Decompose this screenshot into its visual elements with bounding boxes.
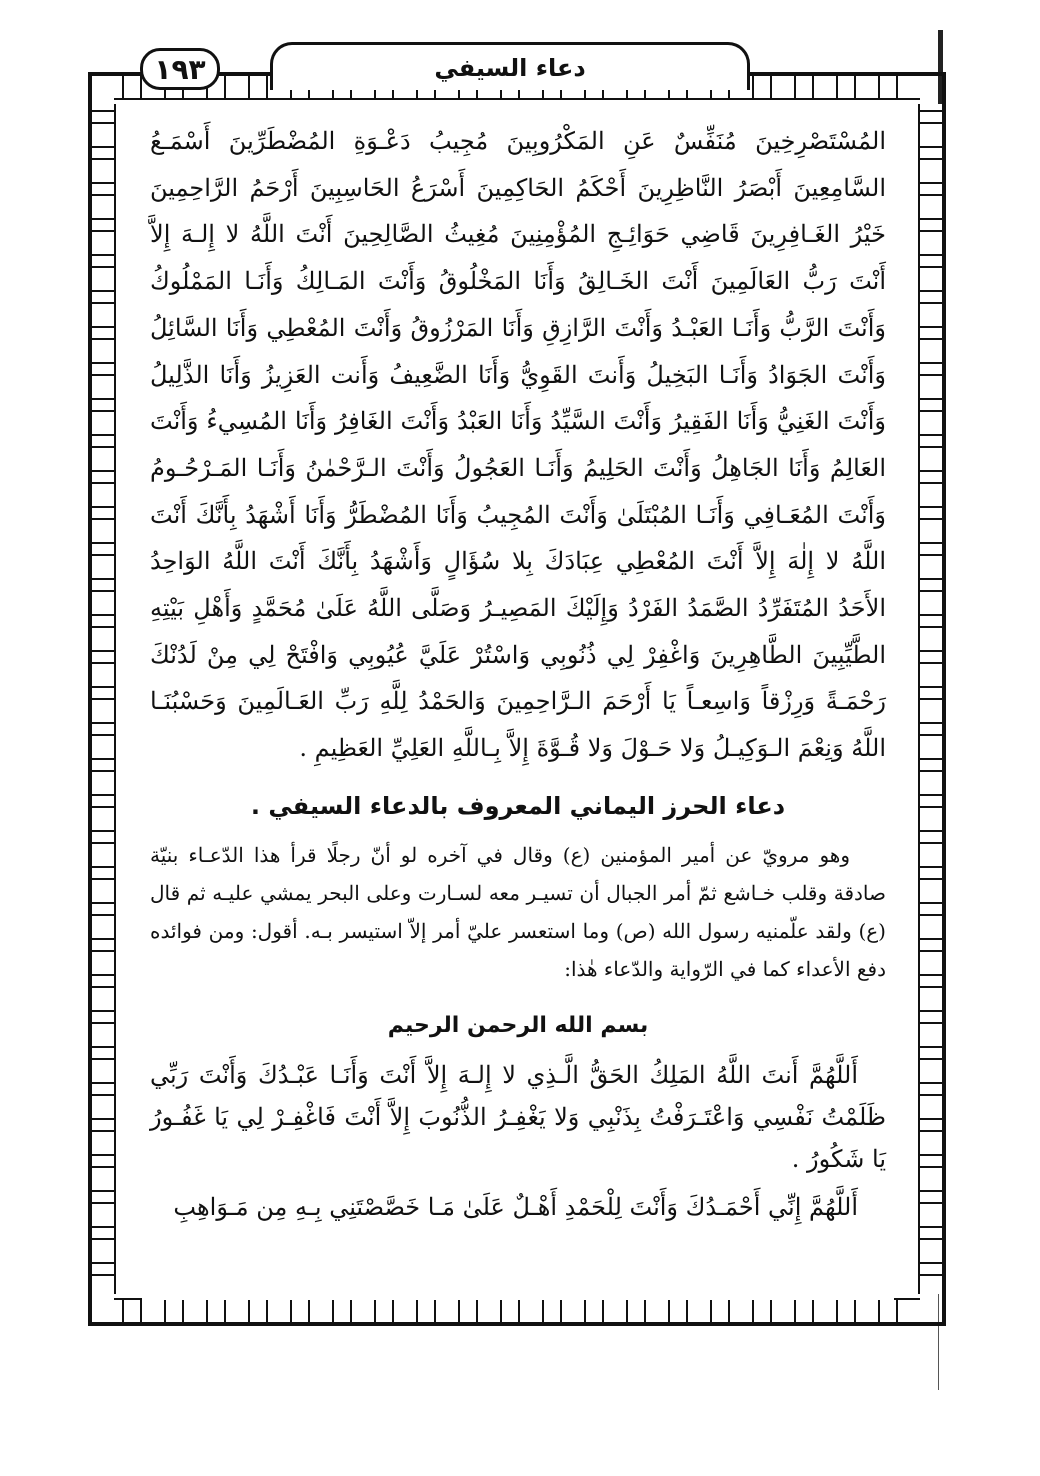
page-title: دعاء السيفي	[270, 42, 750, 90]
frame-right-band	[918, 104, 944, 1294]
frame-left-band	[90, 104, 116, 1294]
dua-paragraph-1: أَللَّهُمَّ أَنتَ اللَّهُ المَلِكُ الحَقُّ الَّـذِي لا إِلـهَ إِلاَّ أَنْتَ وَأَنَـا عَبْـدُكَ وَأَنْتَ رَبِّي ظَلَمْتُ نَفْسِي وَاعْتَـرَفْتُ بِذَنْبِي وَلا يَغْفِـرُ الذُّنُوبَ إِلاَّ أَنْتَ فَاغْفِـرْ لِي يَا غَفُـورُ يَا شَكُورُ .	[150, 1060, 886, 1173]
page-number: ١٩٣	[140, 48, 220, 90]
intro-paragraph: وهو مرويّ عن أمير المؤمنين (ع) وقال في آخره لو أنّ رجلًا قرأ هذا الدّعـاء بنيّة صادقة وقلب خـاشع ثمّ أمر الجبال أن تسيـر معه لسـارت وعلى البحر يمشي عليـه ثم قال (ع) ولقد علّمنيه رسول الله (ص) وما استعسر عليّ أمر إلاّ استيسر بـه. أقول: ومن فوائده دفع الأعداء كما في الرّواية والدّعاء هٰذا:	[150, 842, 886, 981]
dua-paragraph-2: أَللَّهُمَّ إِنِّي أَحْمَـدُكَ وَأَنْتَ لِلْحَمْدِ أَهْـلٌ عَلَىٰ مَـا خَصَّصْتَنِي بِـهِ مِن مَـوَاهِبِ	[173, 1192, 858, 1221]
verse-block: المُسْتَصْرِخِينَ مُنَفِّسٌ عَنِ المَكْرُوبِينَ مُجِيبُ دَعْـوَةِ المُضْطَرِّينَ أَسْمَـعُ السَّامِعِينَ أَبْصَرُ النَّاظِرِينَ أَحْكَمُ الحَاكِمِينَ أَسْرَعُ الحَاسِبِينَ أَرْحَمُ الرَّاحِمِينَ خَيْرُ الغَـافِرِينَ قَاضِي حَوَائِـجِ المُؤْمِنِينَ مُغِيثُ الصَّالِحِينَ أَنْتَ اللَّهُ لا إِلـهَ إِلاَّ أَنْتَ رَبُّ العَالَمِينَ أَنْتَ الخَـالِقُ وَأَنَا المَخْلُوقُ وَأَنْتَ المَـالِكُ وَأَنَـا المَمْلُوكُ وَأَنْتَ الرَّبُّ وَأَنَـا العَبْـدُ وَأَنْتَ الرَّازِقِ وَأَنَا المَرْزُوقُ وَأَنْتَ المُعْطِي وَأَنَا السَّائِلُ وَأَنْتَ الجَوَادُ وَأَنَـا البَخِيلُ وَأَنتَ القَوِيُّ وَأَنَا الضَّعِيفُ وَأَنت العَزِيزُ وَأَنَا الذَّلِيلُ وَأَنْتَ الغَنِيُّ وَأَنَا الفَقِيرُ وَأَنْتَ السَّيِّدُ وَأَنَا العَبْدُ وَأَنْتَ الغَافِرُ وَأَنَا المُسِيءُ وَأَنْتَ العَالِمُ وَأَنَا الجَاهِلُ وَأَنْتَ الحَلِيمُ وَأَنَـا العَجُولُ وَأَنْتَ الـرَّحْمٰنُ وَأَنَـا المَـرْحُـومُ وَأَنْتَ المُعَـافِي وَأَنَـا المُبْتَلَىٰ وَأَنْتَ المُجِيبُ وَأَنَا المُضْطَرُّ وَأَنَا أَشْهَدُ بِأَنَّكَ أَنْتَ اللَّهُ لا إِلٰهَ إِلاَّ أَنْتَ المُعْطِي عِبَادَكَ بِلا سُؤَالٍ وَأَشْهَدُ بِأَنَّكَ أَنْتَ اللَّهُ الوَاحِدُ الأَحَدُ المُتَفَرِّدُ الصَّمَدُ الفَرْدُ وَإِلَيْكَ المَصِيـرُ وَصَلَّى اللَّهُ عَلَىٰ مُحَمَّدٍ وَأَهْلِ بَيْتِهِ الطَّيِّبِينَ الطَّاهِرِينَ وَاغْفِرْ لِي ذُنُوبِي وَاسْتُرْ عَلَيَّ عُيُوبِي وَافْتَحْ لِي مِنْ لَدُنْكَ رَحْمَـةً وَرِزْقاً وَاسِعـاً يَا أَرْحَمَ الـرَّاحِمِينَ وَالحَمْدُ لِلَّهِ رَبِّ العَـالَمِينَ وَحَسْبُنَـا اللَّهُ وَنِعْمَ الـوَكِيـلُ وَلا حَـوْلَ وَلا قُـوَّةَ إِلاَّ بِـاللَّهِ العَلِيِّ العَظِيمِ .	[150, 127, 887, 763]
section-heading: دعاء الحرز اليماني المعروف بالدعاء السيفي .	[250, 791, 786, 820]
basmala-heading: بسم الله الرحمن الرحيم	[387, 1012, 649, 1038]
page-content	[142, 108, 894, 1300]
frame-bottom-band	[114, 1298, 920, 1324]
